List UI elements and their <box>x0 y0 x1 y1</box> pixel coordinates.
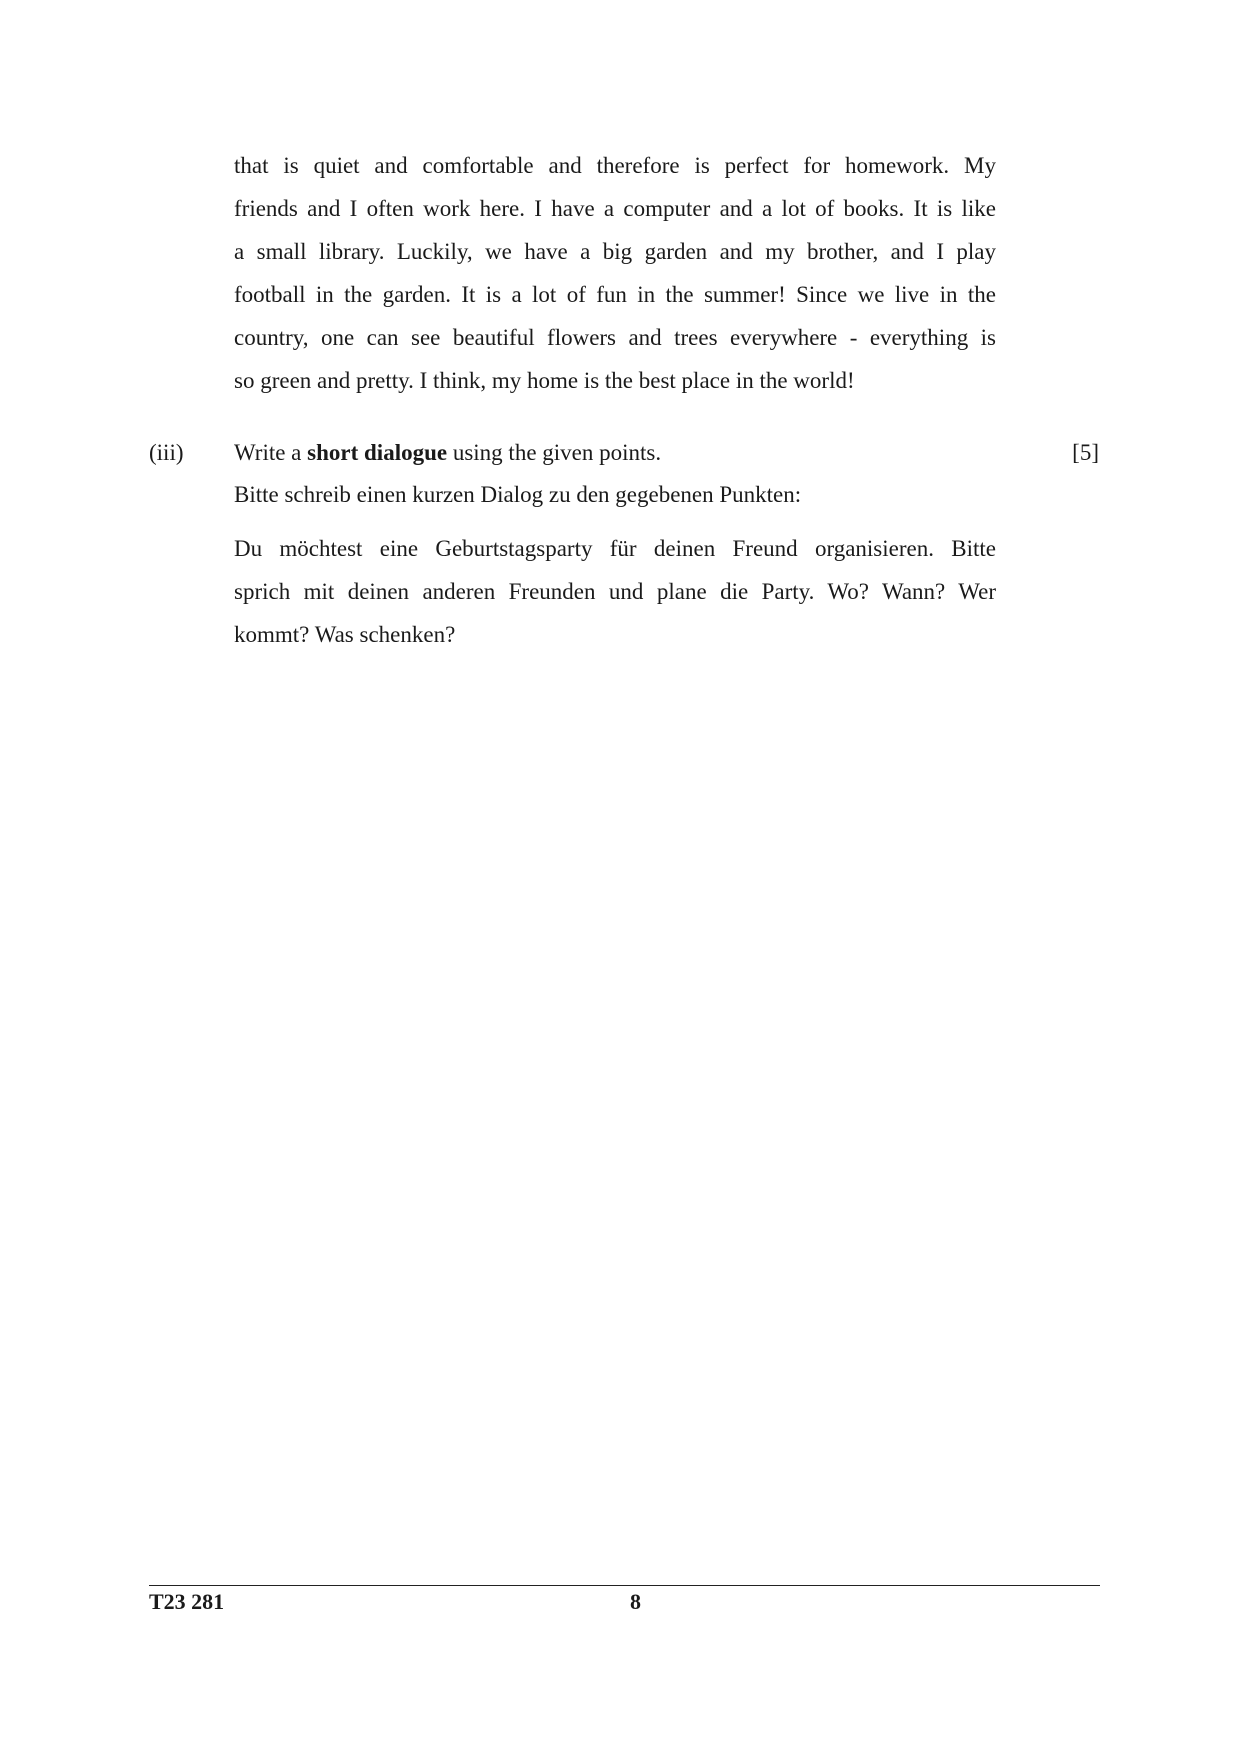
footer-divider <box>149 1585 1100 1586</box>
question-instruction-german: Bitte schreib einen kurzen Dialog zu den gegebenen Punkten: <box>234 482 802 507</box>
passage-line: football in the garden. It is a lot of fun in the summer! Since we live in the <box>234 282 996 307</box>
question-instruction <box>234 439 996 467</box>
prompt-line: kommt? Was schenken? <box>234 622 456 647</box>
passage-line: that is quiet and comfortable and therefore is perfect for homework. My <box>234 153 996 178</box>
paper-code: T23 281 <box>149 1589 225 1614</box>
instruction-text: using the given points. <box>447 440 662 465</box>
page-number: 8 <box>630 1589 641 1614</box>
question-number: (iii) <box>149 440 184 465</box>
prompt-line: sprich mit deinen anderen Freunden und plane die Party. Wo? Wann? Wer <box>234 579 996 604</box>
passage-line: a small library. Luckily, we have a big garden and my brother, and I play <box>234 239 996 264</box>
passage-line: friends and I often work here. I have a computer and a lot of books. It is like <box>234 196 996 221</box>
instruction-emphasis: short dialogue <box>307 440 448 465</box>
prompt-line: Du möchtest eine Geburtstagsparty für deinen Freund organisieren. Bitte <box>234 536 996 561</box>
question-marks: [5] <box>1072 440 1099 465</box>
passage-line: country, one can see beautiful flowers and trees everywhere - everything is <box>234 325 996 350</box>
passage-line: so green and pretty. I think, my home is the best place in the world! <box>234 368 855 393</box>
instruction-text: Write a <box>234 440 308 465</box>
